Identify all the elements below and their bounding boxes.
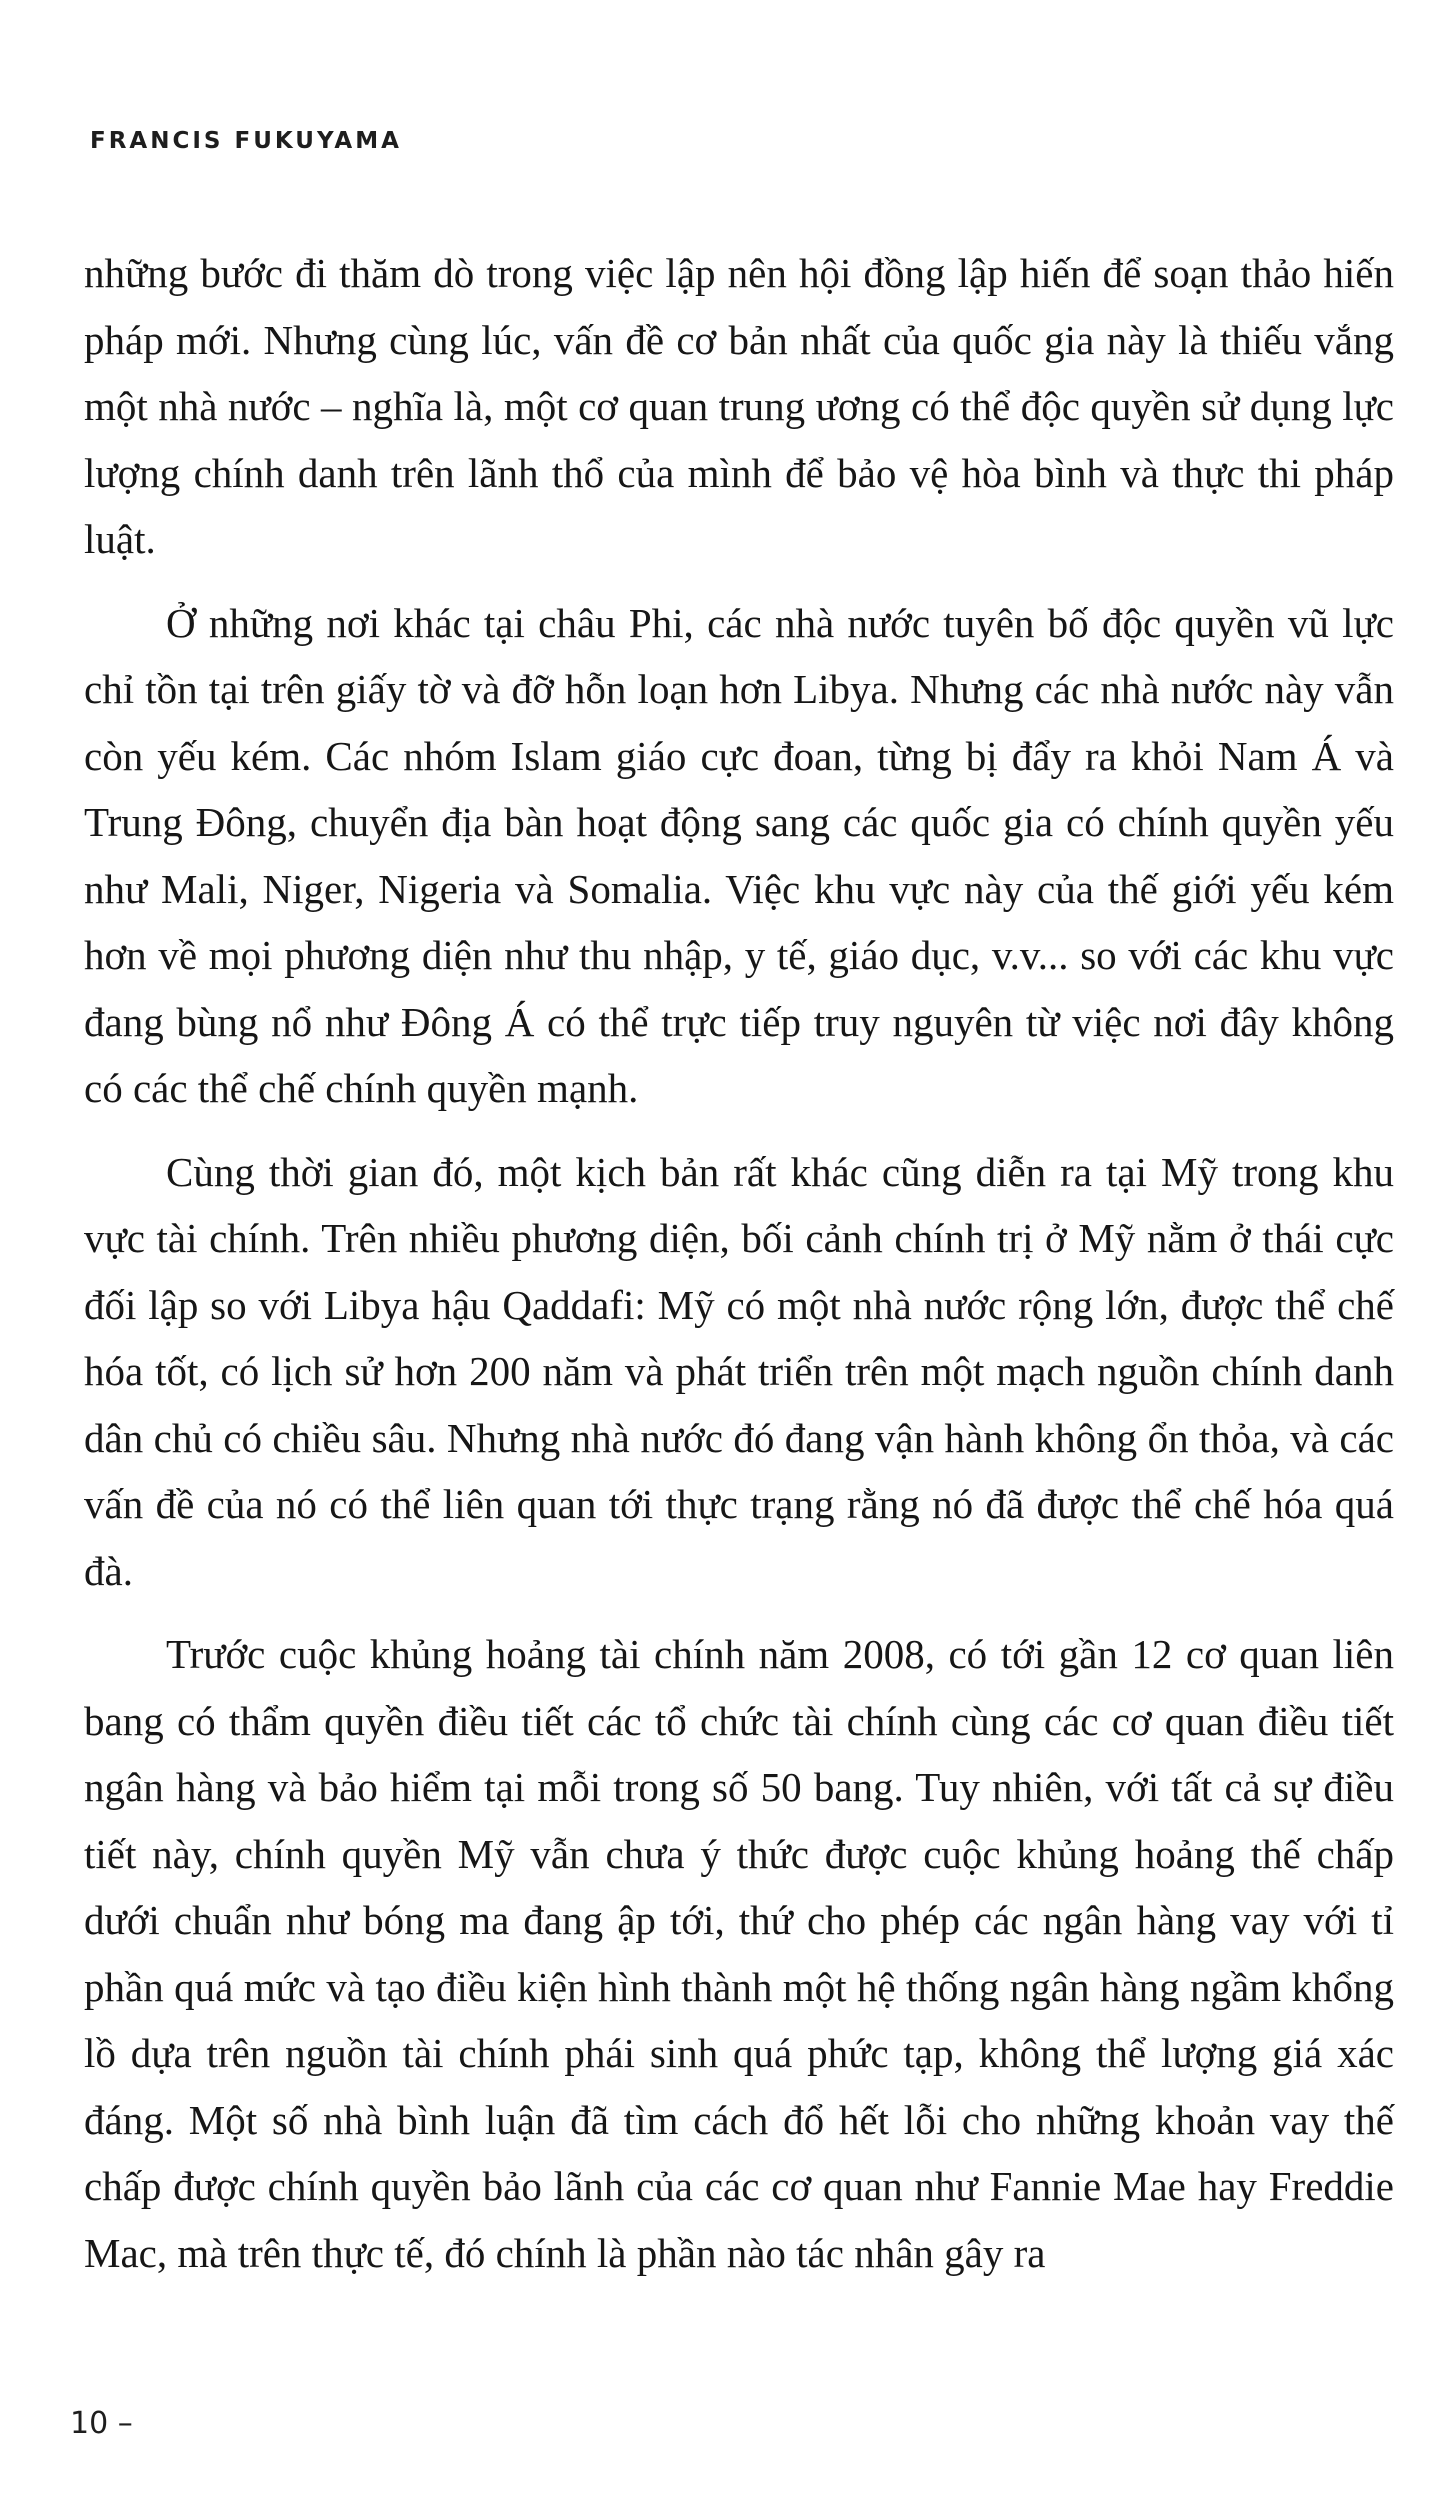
running-header: FRANCIS FUKUYAMA	[90, 128, 402, 154]
body-text	[84, 240, 1394, 2303]
paragraph: Ở những nơi khác tại châu Phi, các nhà nước tuyên bố độc quyền vũ lực chỉ tồn tại trên giấy tờ và đỡ hỗn loạn hơn Libya. Nhưng các nhà nước này vẫn còn yếu kém. Các nhóm Islam giáo cực đoan, từng bị đẩy ra khỏi Nam Á và Trung Đông, chuyển địa bàn hoạt động sang các quốc gia có chính quyền yếu như Mali, Niger, Nigeria và Somalia. Việc khu vực này của thế giới yếu kém hơn về mọi phương diện như thu nhập, y tế, giáo dục, v.v... so với các khu vực đang bùng nổ như Đông Á có thể trực tiếp truy nguyên từ việc nơi đây không có các thể chế chính quyền mạnh.	[84, 599, 1394, 1111]
paragraph: Trước cuộc khủng hoảng tài chính năm 2008, có tới gần 12 cơ quan liên bang có thẩm quyền điều tiết các tổ chức tài chính cùng các cơ quan điều tiết ngân hàng và bảo hiểm tại mỗi trong số 50 bang. Tuy nhiên, với tất cả sự điều tiết này, chính quyền Mỹ vẫn chưa ý thức được cuộc khủng hoảng thế chấp dưới chuẩn như bóng ma đang ập tới, thứ cho phép các ngân hàng vay với tỉ phần quá mức và tạo điều kiện hình thành một hệ thống ngân hàng ngầm khổng lồ dựa trên nguồn tài chính phái sinh quá phức tạp, không thể lượng giá xác đáng. Một số nhà bình luận đã tìm cách đổ hết lỗi cho những khoản vay thế chấp được chính quyền bảo lãnh của các cơ quan như Fannie Mae hay Freddie Mac, mà trên thực tế, đó chính là phần nào tác nhân gây ra	[84, 1631, 1394, 2276]
page-number: 10 –	[70, 2406, 133, 2441]
paragraph: những bước đi thăm dò trong việc lập nên hội đồng lập hiến để soạn thảo hiến pháp mới. Nhưng cùng lúc, vấn đề cơ bản nhất của quốc gia này là thiếu vắng một nhà nước – nghĩa là, một cơ quan trung ương có thể độc quyền sử dụng lực lượng chính danh trên lãnh thổ của mình để bảo vệ hòa bình và thực thi pháp luật.	[84, 250, 1394, 562]
paragraph: Cùng thời gian đó, một kịch bản rất khác cũng diễn ra tại Mỹ trong khu vực tài chính. Trên nhiều phương diện, bối cảnh chính trị ở Mỹ nằm ở thái cực đối lập so với Libya hậu Qaddafi: Mỹ có một nhà nước rộng lớn, được thể chế hóa tốt, có lịch sử hơn 200 năm và phát triển trên một mạch nguồn chính danh dân chủ có chiều sâu. Nhưng nhà nước đó đang vận hành không ổn thỏa, và các vấn đề của nó có thể liên quan tới thực trạng rằng nó đã được thể chế hóa quá đà.	[84, 1148, 1394, 1594]
